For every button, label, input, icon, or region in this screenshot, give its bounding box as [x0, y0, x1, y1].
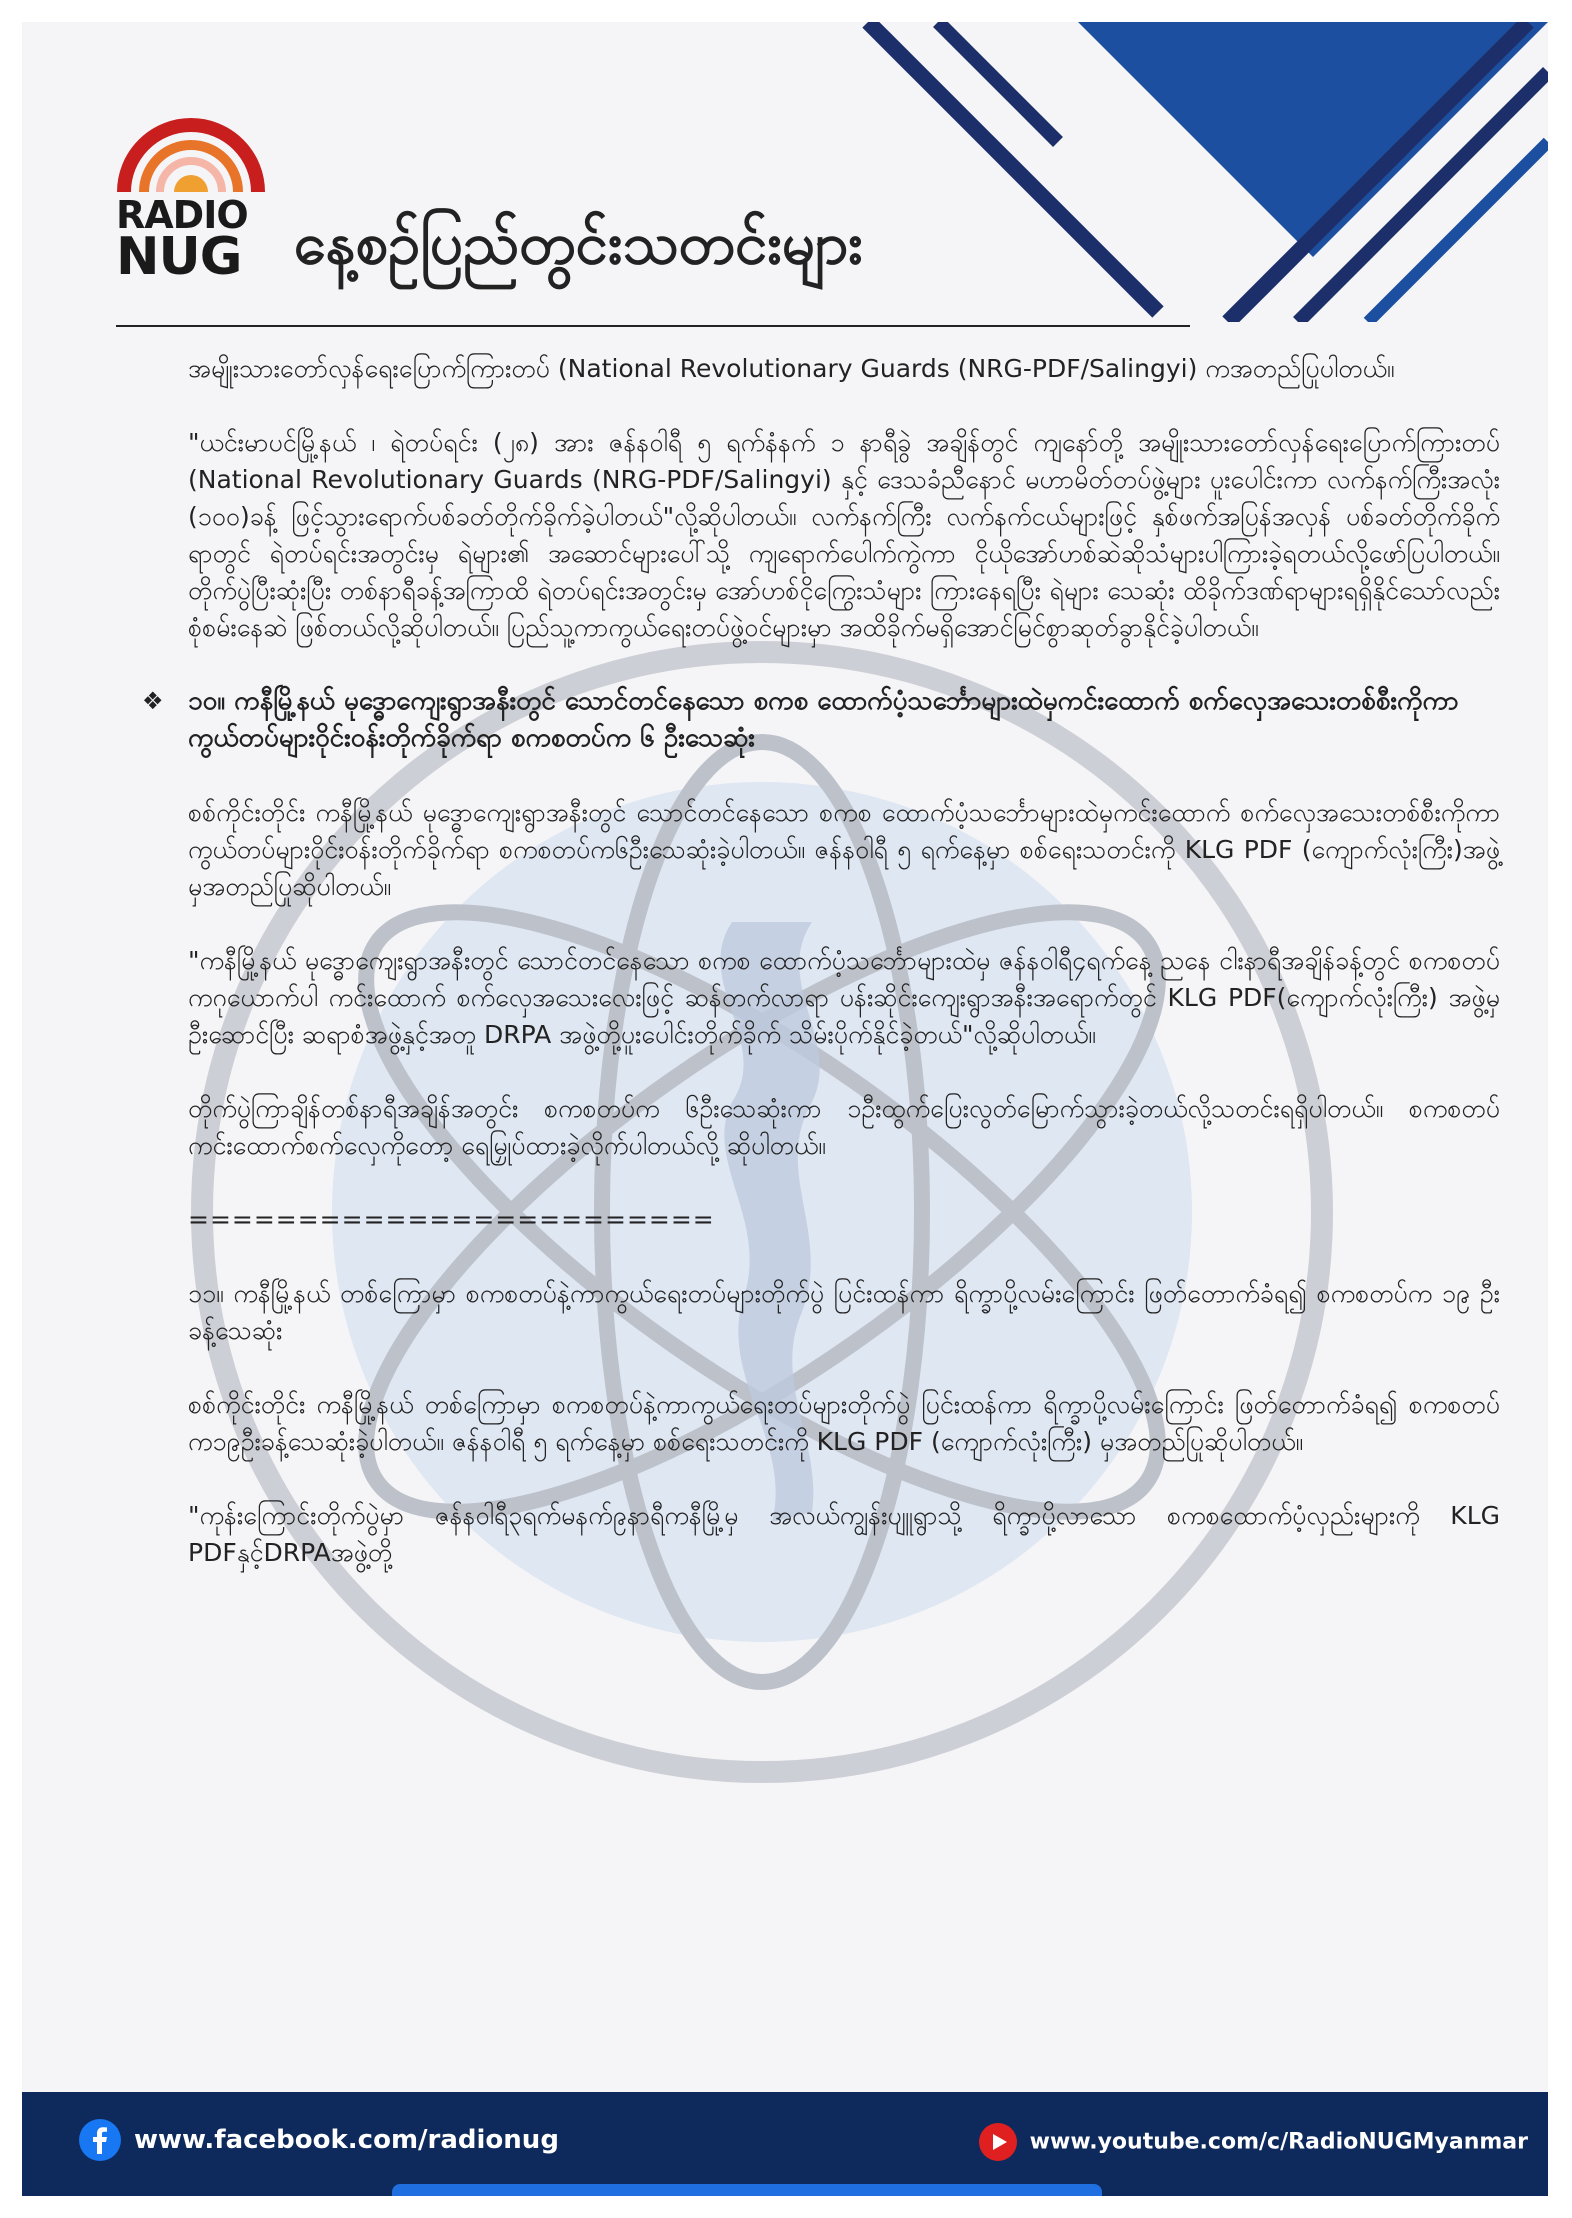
diamond-bullet-icon: ❖	[142, 687, 164, 715]
header-divider	[116, 325, 1190, 327]
section-heading-text: ၁၀။ ကနီမြို့နယ် မုဒ္ဓောကျေးရွာအနီးတွင် သောင်တင်နေသော စကစ ထောက်ပံ့သင်္ဘောများထဲမှကင်းထောက် စက်လှေအသေးတစ်စီးကိုကာကွယ်တပ်များဝိုင်းဝန်းတိုက်ခိုက်ရာ စကစတပ်က ၆ ဦးသေဆုံး	[188, 686, 1459, 753]
logo-line-2: NUG	[116, 227, 242, 288]
document-page	[22, 22, 1548, 2196]
header	[116, 112, 1216, 312]
youtube-icon	[978, 2122, 1018, 2162]
logo-line-1: RADIO	[116, 193, 248, 237]
paragraph-4: "ကနီမြို့နယ် မုဒ္ဓောကျေးရွာအနီးတွင် သောင်တင်နေသော စကစ ထောက်ပံ့သင်္ဘောများထဲမှ ဇန်နဝါရီ၄ရက်နေ့ ညနေ ငါးနာရီအချိန်ခန့်တွင် စကစတပ်ကဂုယောက်ပါ ကင်းထောက် စက်လှေအသေးလေးဖြင့် ဆန်တက်လာရာ ပန်းဆိုင်းကျေးရွာအနီးအရောက်တွင် KLG PDF(ကျောက်လုံးကြီး) အဖွဲ့မှ ဦးဆောင်ပြီး ဆရာစံအဖွဲ့နှင့်အတူ DRPA အဖွဲ့တို့ပူးပေါင်းတိုက်ခိုက် သိမ်းပိုက်နိုင်ခဲ့တယ်"လို့ဆိုပါတယ်။	[188, 946, 1500, 1049]
page-title: နေ့စဉ်ပြည်တွင်းသတင်းများ	[294, 209, 863, 277]
facebook-link[interactable]	[78, 2118, 559, 2162]
paragraph-7: စစ်ကိုင်းတိုင်း ကနီမြို့နယ် တစ်ကြောမှာ စကစတပ်နဲ့ကာကွယ်ရေးတပ်များတိုက်ပွဲ ပြင်းထန်ကာ ရိက္ခာပို့လမ်းကြောင်း ဖြတ်တောက်ခံရ၍ စကစတပ်က၁၉ဦးခန့်သေဆုံးခဲ့ပါတယ်။ ဇန်နဝါရီ ၅ ရက်နေ့မှာ စစ်ရေးသတင်းကို KLG PDF (ကျောက်လုံးကြီး) မှအတည်ပြုဆိုပါတယ်။	[188, 1390, 1500, 1456]
logo-wordmark	[116, 193, 266, 288]
section-heading-10	[142, 683, 1500, 757]
paragraph-6: ၁၁။ ကနီမြို့နယ် တစ်ကြောမှာ စကစတပ်နဲ့ကာကွယ်ရေးတပ်များတိုက်ပွဲ ပြင်းထန်ကာ ရိက္ခာပို့လမ်းကြောင်း ဖြတ်တောက်ခံရ၍ စကစတပ်က ၁၉ ဦးခန့်သေဆုံး	[188, 1279, 1500, 1345]
facebook-icon	[78, 2118, 122, 2162]
separator-line: ========================	[188, 1205, 715, 1234]
facebook-url: www.facebook.com/radionug	[134, 2125, 559, 2155]
youtube-link[interactable]	[978, 2122, 1528, 2162]
paragraph-5: တိုက်ပွဲကြာချိန်တစ်နာရီအချိန်အတွင်း စကစတပ်က ၆ဦးသေဆုံးကာ ၁ဦးထွက်ပြေးလွတ်မြောက်သွားခဲ့တယ်လို့သတင်းရရှိပါတယ်။ စကစတပ် ကင်းထောက်စက်လှေကိုတော့ ရေမြှုပ်ထားခဲ့လိုက်ပါတယ်လို့ ဆိုပါတယ်။	[188, 1094, 1500, 1160]
youtube-url: www.youtube.com/c/RadioNUGMyanmar	[1029, 2129, 1528, 2155]
logo-arcs-icon	[116, 112, 266, 202]
footer-accent-bar	[392, 2184, 1102, 2196]
paragraph-8: "ကုန်းကြောင်းတိုက်ပွဲမှာ ဇန်နဝါရီ၃ရက်မနက်၉နာရီကနီမြို့မှ အလယ်ကျွန်းပျူရွာသို့ ရိက္ခာပို့လာသော စကစထောက်ပံ့လှည်းများကို KLG PDFနှင့်DRPAအဖွဲ့တို့	[188, 1501, 1500, 1567]
paragraph-3: စစ်ကိုင်းတိုင်း ကနီမြို့နယ် မုဒ္ဓောကျေးရွာအနီးတွင် သောင်တင်နေသော စကစ ထောက်ပံ့သင်္ဘောများထဲမှကင်းထောက် စက်လှေအသေးတစ်စီးကိုကာကွယ်တပ်များဝိုင်းဝန်းတိုက်ခိုက်ရာ စကစတပ်က၆ဦးသေဆုံးခဲ့ပါတယ်။ ဇန်နဝါရီ ၅ ရက်နေ့မှာ စစ်ရေးသတင်းကို KLG PDF (ကျောက်လုံးကြီး)အဖွဲ့မှအတည်ပြုဆိုပါတယ်။	[188, 798, 1500, 901]
paragraph-2: "ယင်းမာပင်မြို့နယ် ၊ ရဲတပ်ရင်း (၂၈) အား ဇန်နဝါရီ ၅ ရက်နံနက် ၁ နာရီခွဲ အချိန်တွင် ကျနော်တို့ အမျိုးသားတော်လှန်ရေးပြောက်ကြားတပ် (National Revolutionary Guards (NRG-PDF/Salingyi) နှင့် ဒေသခံညီနောင် မဟာမိတ်တပ်ဖွဲ့များ ပူးပေါင်းကာ လက်နက်ကြီးအလုံး (၁၀၀)ခန့် ဖြင့်သွားရောက်ပစ်ခတ်တိုက်ခိုက်ခဲ့ပါတယ်"လို့ဆိုပါတယ်။ လက်နက်ကြီး လက်နက်ငယ်များဖြင့် နှစ်ဖက်အပြန်အလှန် ပစ်ခတ်တိုက်ခိုက်ရာတွင် ရဲတပ်ရင်းအတွင်းမှ ရဲများ၏ အဆောင်များပေါ်သို့ ကျရောက်ပေါက်ကွဲကာ ငိုယိုအော်ဟစ်ဆဲဆိုသံများပါကြားခဲ့ရတယ်လို့ဖော်ပြပါတယ်။ တိုက်ပွဲပြီးဆုံးပြီး တစ်နာရီခန့်အကြာထိ ရဲတပ်ရင်းအတွင်းမှ အော်ဟစ်ငိုကြွေးသံများ ကြားနေရပြီး ရဲများ သေဆုံး ထိခိုက်ဒဏ်ရာများရရှိနိုင်သော်လည်း စုံစမ်းနေဆဲ ဖြစ်တယ်လို့ဆိုပါတယ်။ ပြည်သူ့ကာကွယ်ရေးတပ်ဖွဲ့ဝင်များမှာ အထိခိုက်မရှိအောင်မြင်စွာဆုတ်ခွာနိုင်ခဲ့ပါတယ်။	[188, 428, 1500, 642]
paragraph-1: အမျိုးသားတော်လှန်ရေးပြောက်ကြားတပ် (National Revolutionary Guards (NRG-PDF/Salingyi) ကအတည်ပြုပါတယ်။	[188, 354, 1395, 383]
radio-nug-logo	[116, 112, 266, 292]
footer-bar	[22, 2092, 1548, 2196]
article-body	[142, 350, 1500, 1608]
